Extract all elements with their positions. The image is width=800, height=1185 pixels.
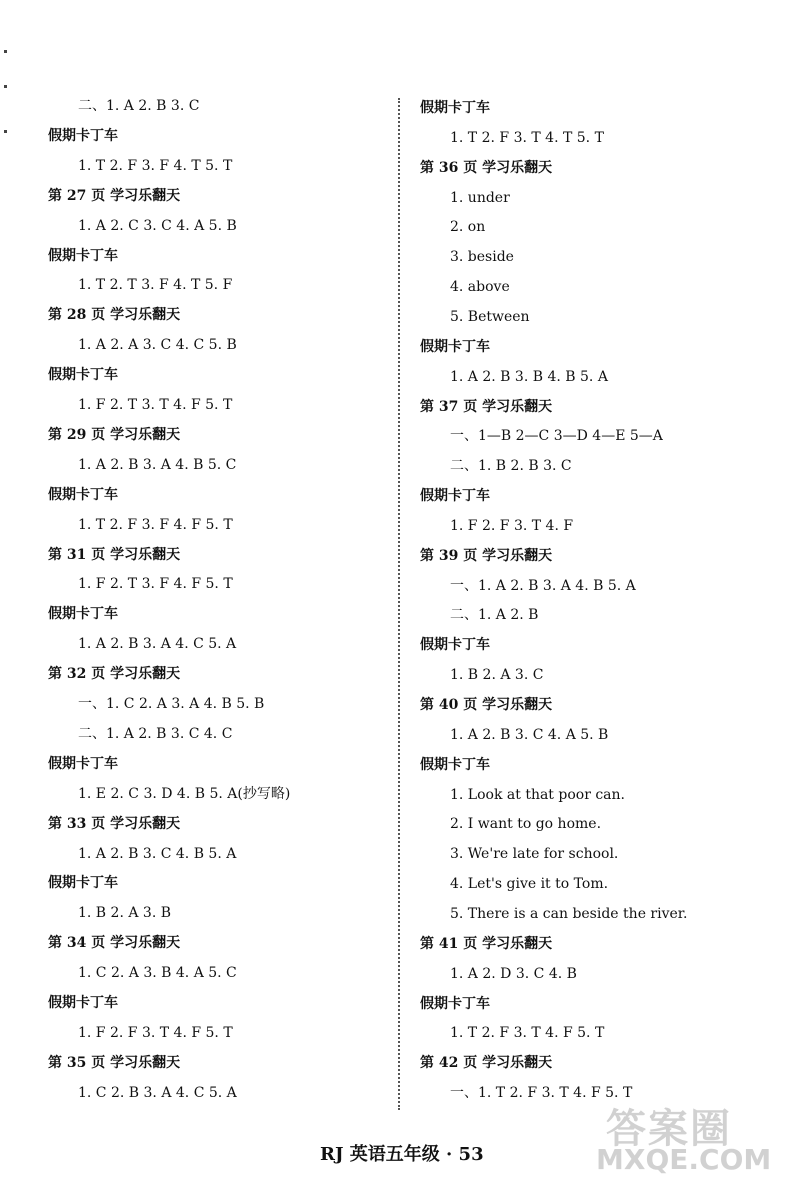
section-heading: 假期卡丁车 <box>48 606 118 623</box>
section-heading: 第 39 页 学习乐翻天 <box>420 547 553 564</box>
scan-edge-mark <box>4 50 7 53</box>
answer-line: 1. B 2. A 3. C <box>450 667 544 684</box>
section-heading: 假期卡丁车 <box>420 100 490 116</box>
section-heading: 假期卡丁车 <box>420 756 490 773</box>
answer-line: 1. A 2. A 3. C 4. C 5. B <box>78 337 237 354</box>
answer-line: 1. T 2. F 3. T 4. F 5. T <box>450 1025 605 1042</box>
answer-line: 一、1. T 2. F 3. T 4. F 5. T <box>450 1085 633 1102</box>
answer-line: 一、1—B 2—C 3—D 4—E 5—A <box>450 428 663 445</box>
section-heading: 第 33 页 学习乐翻天 <box>48 815 181 832</box>
answer-line: 1. A 2. D 3. C 4. B <box>450 965 577 982</box>
answer-line: 1. C 2. B 3. A 4. C 5. A <box>78 1084 237 1101</box>
section-heading: 第 29 页 学习乐翻天 <box>48 426 181 443</box>
section-heading: 假期卡丁车 <box>48 995 118 1011</box>
section-heading: 第 36 页 学习乐翻天 <box>420 159 553 176</box>
watermark-top-text: 答案圈 <box>606 1106 732 1152</box>
answer-line: 1. F 2. T 3. F 4. F 5. T <box>78 576 233 593</box>
answer-line: 2. I want to go home. <box>450 816 602 833</box>
answer-line: 1. A 2. B 3. A 4. B 5. C <box>78 456 237 473</box>
answer-line: 1. E 2. C 3. D 4. B 5. A(抄写略) <box>78 785 291 802</box>
section-heading: 第 34 页 学习乐翻天 <box>48 935 181 952</box>
column-divider <box>398 98 400 1110</box>
answer-line: 1. F 2. F 3. T 4. F 5. T <box>78 1024 233 1041</box>
answer-line: 3. beside <box>450 249 514 266</box>
answer-line: 1. F 2. F 3. T 4. F <box>450 517 574 534</box>
answer-line: 1. A 2. C 3. C 4. A 5. B <box>78 217 237 234</box>
answer-line: 2. on <box>450 219 486 236</box>
answer-line: 1. F 2. T 3. T 4. F 5. T <box>78 397 233 413</box>
answer-line: 1. B 2. A 3. B <box>78 905 172 922</box>
answer-line: 5. There is a can beside the river. <box>450 905 688 922</box>
section-heading: 假期卡丁车 <box>420 338 490 355</box>
section-heading: 第 32 页 学习乐翻天 <box>48 666 181 683</box>
answer-line: 1. A 2. B 3. A 4. C 5. A <box>78 636 237 653</box>
answer-line: 1. Look at that poor can. <box>450 786 625 803</box>
answer-line: 一、1. A 2. B 3. A 4. B 5. A <box>450 577 636 594</box>
watermark-bottom-text: MXQE.COM <box>596 1143 772 1176</box>
section-heading: 第 35 页 学习乐翻天 <box>48 1054 181 1071</box>
answer-line: 4. Let's give it to Tom. <box>450 876 609 893</box>
section-heading: 第 31 页 学习乐翻天 <box>48 546 181 563</box>
section-heading: 第 40 页 学习乐翻天 <box>420 697 553 713</box>
answer-line: 1. A 2. B 3. C 4. B 5. A <box>78 845 237 862</box>
page-footer: RJ 英语五年级 · 53 <box>320 1144 484 1165</box>
section-heading: 第 28 页 学习乐翻天 <box>48 307 181 324</box>
section-heading: 假期卡丁车 <box>48 127 118 144</box>
answer-line: 一、1. C 2. A 3. A 4. B 5. B <box>78 696 265 712</box>
section-heading: 假期卡丁车 <box>48 367 118 384</box>
scan-edge-mark <box>4 85 7 88</box>
answer-line: 二、1. A 2. B 3. C <box>78 98 200 114</box>
section-heading: 假期卡丁车 <box>48 755 118 772</box>
section-heading: 假期卡丁车 <box>48 875 118 892</box>
answer-line: 1. under <box>450 189 510 206</box>
answer-line: 1. A 2. B 3. B 4. B 5. A <box>450 368 608 385</box>
answer-line: 二、1. B 2. B 3. C <box>450 458 572 475</box>
answer-line: 二、1. A 2. B <box>450 607 539 624</box>
scan-edge-mark <box>4 130 7 133</box>
section-heading: 假期卡丁车 <box>420 637 490 654</box>
section-heading: 假期卡丁车 <box>48 486 118 503</box>
section-heading: 第 41 页 学习乐翻天 <box>420 935 553 952</box>
answer-line: 4. above <box>450 279 510 296</box>
section-heading: 第 27 页 学习乐翻天 <box>48 187 181 204</box>
answer-line: 1. C 2. A 3. B 4. A 5. C <box>78 965 237 982</box>
answer-line: 5. Between <box>450 308 530 325</box>
section-heading: 第 37 页 学习乐翻天 <box>420 398 553 415</box>
watermark-logo <box>596 1097 786 1177</box>
answer-line: 1. T 2. F 3. T 4. T 5. T <box>450 129 604 146</box>
answer-line: 3. We're late for school. <box>450 846 619 863</box>
section-heading: 假期卡丁车 <box>48 247 118 264</box>
answer-line: 二、1. A 2. B 3. C 4. C <box>78 725 233 742</box>
answer-line: 1. T 2. T 3. F 4. T 5. F <box>78 277 233 294</box>
section-heading: 假期卡丁车 <box>420 488 490 505</box>
answer-line: 1. T 2. F 3. F 4. F 5. T <box>78 516 233 533</box>
answer-line: 1. T 2. F 3. F 4. T 5. T <box>78 157 233 174</box>
answer-line: 1. A 2. B 3. C 4. A 5. B <box>450 726 609 743</box>
section-heading: 第 42 页 学习乐翻天 <box>420 1055 553 1072</box>
section-heading: 假期卡丁车 <box>420 995 490 1012</box>
